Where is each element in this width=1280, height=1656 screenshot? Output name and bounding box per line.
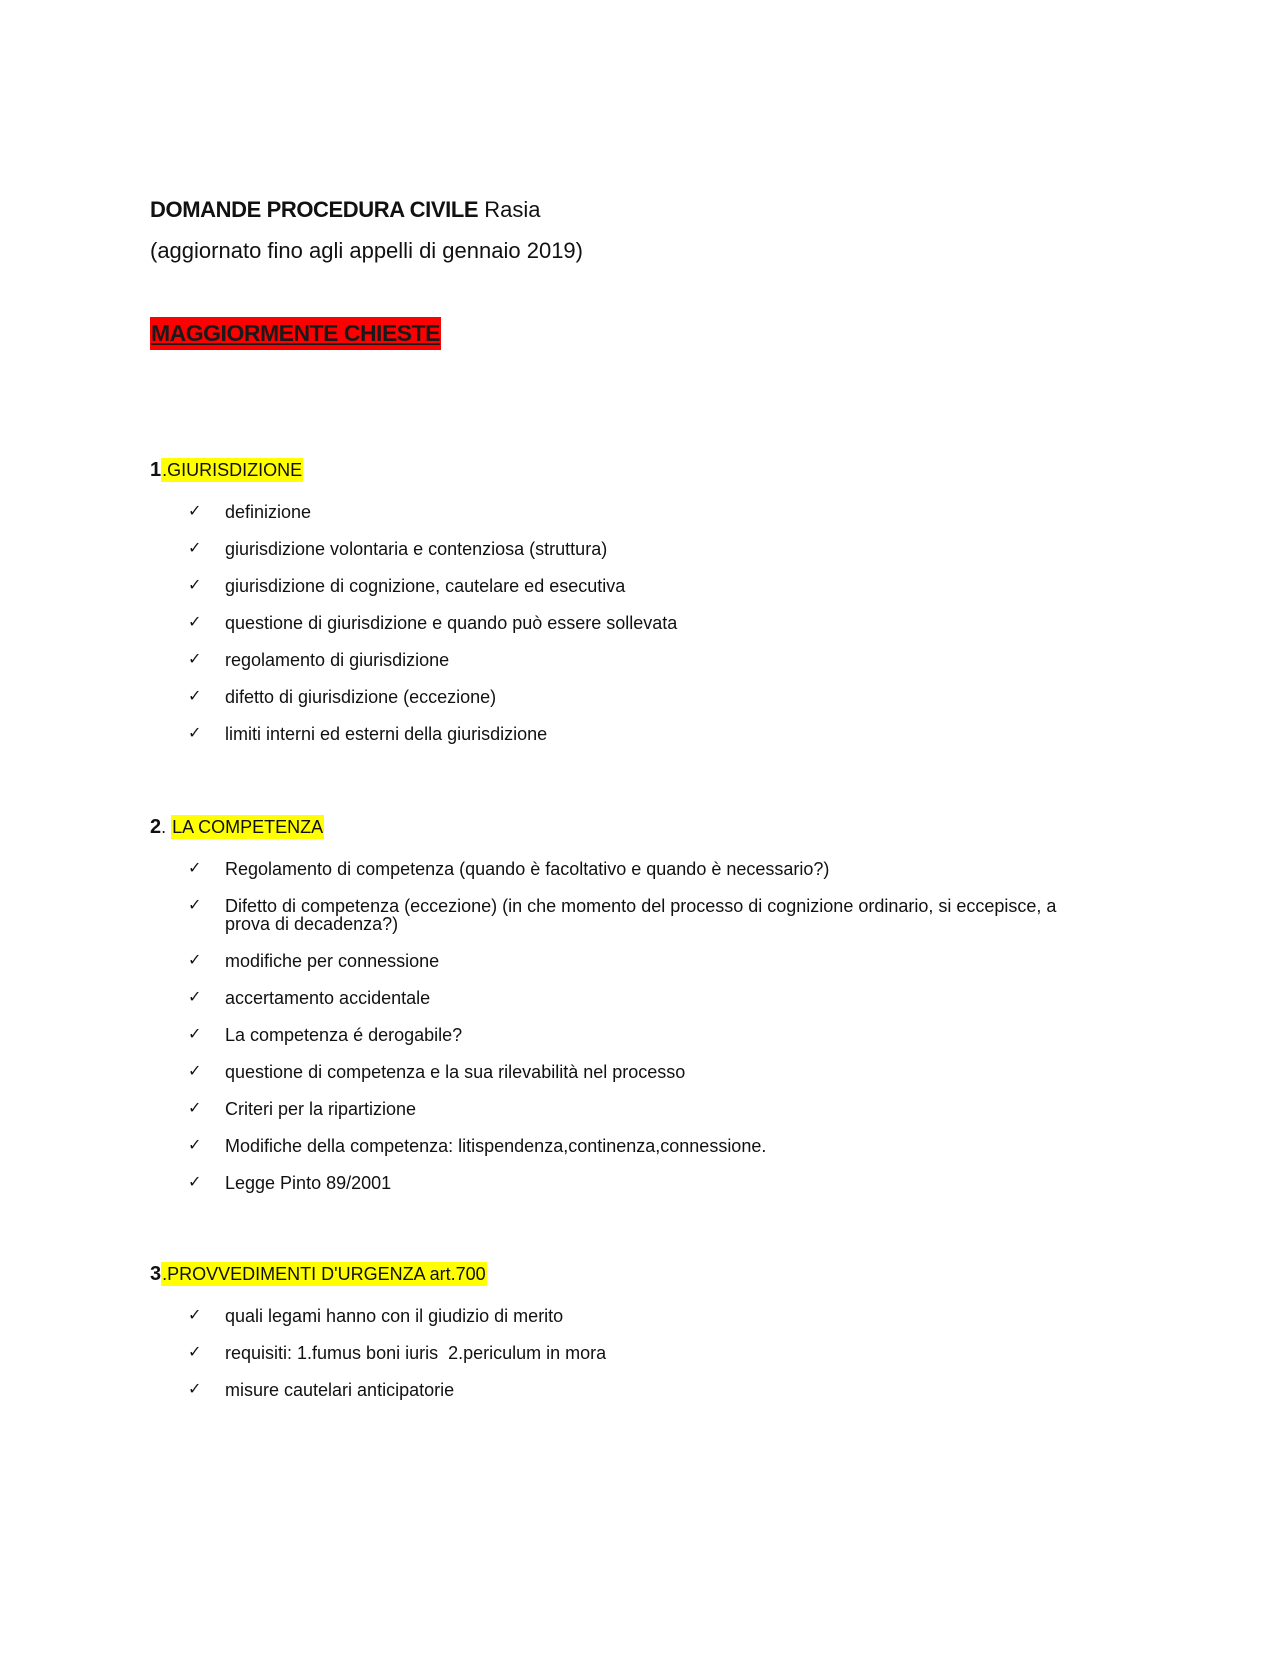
check-icon: ✓ — [188, 987, 202, 1006]
check-icon: ✓ — [188, 612, 202, 631]
title-bold: DOMANDE PROCEDURA CIVILE — [150, 197, 479, 222]
list-item-text: definizione — [225, 502, 312, 522]
checklist — [150, 1307, 1150, 1399]
document-page — [150, 196, 1150, 350]
list-item-text: modifiche per connessione — [225, 951, 440, 971]
section-sep: . — [162, 460, 168, 480]
check-icon: ✓ — [188, 1172, 202, 1191]
check-icon: ✓ — [188, 575, 202, 594]
check-icon: ✓ — [188, 1305, 202, 1324]
list-item — [150, 1137, 1105, 1155]
list-item — [150, 651, 1105, 669]
section-number: 2 — [150, 816, 162, 838]
list-item-text: accertamento accidentale — [225, 988, 431, 1008]
list-item — [150, 1381, 1105, 1399]
list-item-text: La competenza é derogabile? — [225, 1025, 463, 1045]
list-item-text: requisiti: 1.fumus boni iuris 2.periculum in mora — [225, 1343, 607, 1363]
check-icon: ✓ — [188, 723, 202, 742]
list-item — [150, 860, 1105, 878]
list-item — [150, 952, 1105, 970]
list-item — [150, 688, 1105, 706]
check-icon: ✓ — [188, 950, 202, 969]
document-subtitle: (aggiornato fino agli appelli di gennaio 2019) — [150, 238, 583, 263]
list-item — [150, 1344, 1105, 1362]
section-giurisdizione — [150, 458, 1150, 743]
list-item — [150, 897, 1105, 933]
list-item — [150, 503, 1105, 521]
check-icon: ✓ — [188, 858, 202, 877]
list-item — [150, 1063, 1105, 1081]
list-item — [150, 614, 1105, 632]
check-icon: ✓ — [188, 1024, 202, 1043]
list-item — [150, 989, 1105, 1007]
list-item-text: giurisdizione di cognizione, cautelare ed esecutiva — [225, 576, 626, 596]
title-author: Rasia — [484, 197, 541, 222]
check-icon: ✓ — [188, 538, 202, 557]
check-icon: ✓ — [188, 895, 202, 914]
list-item-text: difetto di giurisdizione (eccezione) — [225, 687, 497, 707]
checklist — [150, 860, 1150, 1192]
check-icon: ✓ — [188, 1342, 202, 1361]
list-item — [150, 725, 1105, 743]
section-title: LA COMPETENZA — [172, 817, 324, 837]
section-sep: . — [161, 817, 172, 837]
section-title-highlight — [161, 1262, 487, 1286]
list-item-text: giurisdizione volontaria e contenziosa (struttura) — [225, 539, 608, 559]
banner-maggiormente-chieste: MAGGIORMENTE CHIESTE — [150, 317, 441, 350]
section-heading — [150, 1262, 1150, 1288]
check-icon: ✓ — [188, 1061, 202, 1080]
section-heading — [150, 458, 1150, 484]
section-sep: . — [162, 1264, 168, 1284]
list-item-text: quali legami hanno con il giudizio di merito — [225, 1306, 564, 1326]
list-item — [150, 577, 1105, 595]
section-title-highlight — [171, 815, 324, 839]
list-item — [150, 540, 1105, 558]
check-icon: ✓ — [188, 1098, 202, 1117]
section-title: PROVVEDIMENTI D'URGENZA art.700 — [167, 1264, 486, 1284]
list-item-text: Regolamento di competenza (quando è facoltativo e quando è necessario?) — [225, 859, 830, 879]
section-provvedimenti-urgenza — [150, 1262, 1150, 1399]
check-icon: ✓ — [188, 1135, 202, 1154]
list-item-text: Modifiche della competenza: litispendenza,continenza,connessione. — [225, 1136, 767, 1156]
section-competenza — [150, 815, 1150, 1192]
section-title: GIURISDIZIONE — [167, 460, 303, 480]
section-number: 1 — [150, 459, 162, 481]
list-item — [150, 1026, 1105, 1044]
list-item-text: limiti interni ed esterni della giurisdizione — [225, 724, 548, 744]
list-item — [150, 1307, 1105, 1325]
list-item — [150, 1100, 1105, 1118]
list-item-text: regolamento di giurisdizione — [225, 650, 450, 670]
document-title — [150, 196, 1150, 224]
list-item-text: Legge Pinto 89/2001 — [225, 1173, 392, 1193]
check-icon: ✓ — [188, 1379, 202, 1398]
section-title-highlight — [161, 458, 303, 482]
list-item — [150, 1174, 1105, 1192]
list-item-text: Difetto di competenza (eccezione) (in che momento del processo di cognizione ordinario, si eccepisce, a prova di decadenza?) — [225, 896, 1057, 934]
check-icon: ✓ — [188, 501, 202, 520]
list-item-text: Criteri per la ripartizione — [225, 1099, 417, 1119]
list-item-text: questione di giurisdizione e quando può essere sollevata — [225, 613, 678, 633]
section-heading — [150, 815, 1150, 841]
checklist — [150, 503, 1150, 743]
check-icon: ✓ — [188, 649, 202, 668]
check-icon: ✓ — [188, 686, 202, 705]
section-number: 3 — [150, 1263, 162, 1285]
list-item-text: misure cautelari anticipatorie — [225, 1380, 455, 1400]
list-item-text: questione di competenza e la sua rilevabilità nel processo — [225, 1062, 686, 1082]
